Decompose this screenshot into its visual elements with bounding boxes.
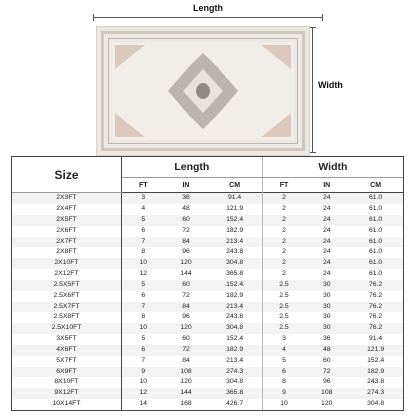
width-in-cell: 24: [305, 193, 348, 205]
length-in-cell: 72: [164, 345, 207, 356]
size-cell: 6X9FT: [12, 367, 121, 378]
length-cm-cell: 91.4: [207, 193, 262, 205]
size-cell: 3X5FT: [12, 334, 121, 345]
width-in-cell: 120: [305, 399, 348, 410]
width-cm-cell: 121.9: [348, 345, 403, 356]
width-in-cell: 48: [305, 345, 348, 356]
table-row: [12, 334, 403, 345]
width-cm-cell: 61.0: [348, 226, 403, 237]
length-ft-cell: 3: [121, 193, 164, 205]
width-ft-cell: 8: [262, 377, 305, 388]
width-in-cell: 24: [305, 247, 348, 258]
length-ft-header: FT: [138, 181, 148, 189]
width-cm-cell: 61.0: [348, 237, 403, 248]
width-ft-cell: 9: [262, 388, 305, 399]
size-cell: 2X5FT: [12, 215, 121, 226]
length-in-cell: 144: [164, 388, 207, 399]
width-in-cell: 72: [305, 367, 348, 378]
length-cm-cell: 182.9: [207, 345, 262, 356]
table-row: [12, 356, 403, 367]
size-header: Size: [12, 157, 121, 193]
width-cm-cell: 91.4: [348, 334, 403, 345]
table-row: [12, 226, 403, 237]
table-row: [12, 204, 403, 215]
length-cm-header: CM: [207, 178, 262, 193]
length-ft-cell: 6: [121, 226, 164, 237]
width-cm-cell: 76.2: [348, 280, 403, 291]
length-ft-cell: 4: [121, 204, 164, 215]
width-cm-cell: 76.2: [348, 302, 403, 313]
width-ft-cell: 2: [262, 269, 305, 280]
width-in-cell: 30: [305, 323, 348, 334]
length-ft-cell: 9: [121, 367, 164, 378]
table-row: [12, 247, 403, 258]
size-cell: 2X4FT: [12, 204, 121, 215]
size-cell: 2.5X7FT: [12, 302, 121, 313]
width-in-cell: 60: [305, 356, 348, 367]
length-cm-cell: 304.8: [207, 258, 262, 269]
length-cm-cell: 243.8: [207, 312, 262, 323]
length-ft-cell: 7: [121, 237, 164, 248]
size-cell: 2X6FT: [12, 226, 121, 237]
size-cell: 2X8FT: [12, 247, 121, 258]
table-row: [12, 345, 403, 356]
length-ft-cell: 10: [121, 323, 164, 334]
length-in-cell: 60: [164, 280, 207, 291]
width-in-cell: 24: [305, 215, 348, 226]
length-cm-cell: 152.4: [207, 215, 262, 226]
width-cm-cell: 61.0: [348, 269, 403, 280]
length-in-cell: 72: [164, 226, 207, 237]
table-row: [12, 269, 403, 280]
size-cell: 2.5X5FT: [12, 280, 121, 291]
length-ft-cell: 8: [121, 247, 164, 258]
width-ft-cell: 2.5: [262, 312, 305, 323]
table-row: [12, 302, 403, 313]
size-cell: 9X12FT: [12, 388, 121, 399]
width-in-cell: 96: [305, 377, 348, 388]
size-cell: 4X6FT: [12, 345, 121, 356]
width-cm-cell: 61.0: [348, 193, 403, 205]
length-cm-cell: 274.3: [207, 367, 262, 378]
width-in-cell: 30: [305, 312, 348, 323]
width-in-header: IN: [323, 181, 331, 189]
table-row: [12, 291, 403, 302]
length-cm-cell: 121.9: [207, 204, 262, 215]
width-cm-cell: 76.2: [348, 323, 403, 334]
width-ft-cell: 2: [262, 204, 305, 215]
width-in-cell: 24: [305, 258, 348, 269]
length-ft-cell: 6: [121, 345, 164, 356]
length-in-cell: 48: [164, 204, 207, 215]
length-ft-cell: 7: [121, 356, 164, 367]
rug-medallion-center: [196, 83, 210, 99]
length-in-cell: 120: [164, 258, 207, 269]
length-cm-cell: 213.4: [207, 302, 262, 313]
length-cm-cell: 426.7: [207, 399, 262, 410]
length-dimension-line: [93, 17, 323, 18]
length-in-cell: 144: [164, 269, 207, 280]
width-ft-cell: 4: [262, 345, 305, 356]
width-ft-cell: 2: [262, 215, 305, 226]
size-table: [11, 156, 404, 411]
size-cell: 2X7FT: [12, 237, 121, 248]
length-ft-cell: 5: [121, 280, 164, 291]
width-cm-cell: 61.0: [348, 247, 403, 258]
length-cm-cell: 182.9: [207, 226, 262, 237]
width-ft-cell: 10: [262, 399, 305, 410]
size-cell: 8X10FT: [12, 377, 121, 388]
width-ft-cell: 2.5: [262, 323, 305, 334]
length-in-cell: 168: [164, 399, 207, 410]
width-cm-cell: 243.8: [348, 377, 403, 388]
length-ft-cell: 12: [121, 388, 164, 399]
rug-image: [96, 26, 310, 156]
length-in-header: IN: [182, 181, 190, 189]
width-ft-cell: 2.5: [262, 302, 305, 313]
length-ft-cell: 8: [121, 312, 164, 323]
width-cm-header: CM: [370, 181, 382, 189]
width-cm-cell: 274.3: [348, 388, 403, 399]
width-label: Width: [318, 80, 343, 90]
length-in-cell: 60: [164, 215, 207, 226]
length-cm-cell: 365.8: [207, 269, 262, 280]
length-in-cell: 84: [164, 302, 207, 313]
length-cm-cell: 304.8: [207, 323, 262, 334]
length-in-cell: 84: [164, 356, 207, 367]
width-in-cell: 108: [305, 388, 348, 399]
size-cell: 2.5X10FT: [12, 323, 121, 334]
size-cell: 2.5X8FT: [12, 312, 121, 323]
table-row: [12, 323, 403, 334]
size-cell: 5X7FT: [12, 356, 121, 367]
table-row: [12, 377, 403, 388]
size-cell: 10X14FT: [12, 399, 121, 410]
length-ft-cell: 10: [121, 258, 164, 269]
width-in-cell: 36: [305, 334, 348, 345]
width-ft-header: FT: [279, 181, 289, 189]
width-cm-cell: 304.8: [348, 399, 403, 410]
width-in-cell: 24: [305, 204, 348, 215]
size-table-body: [12, 193, 403, 411]
table-row: [12, 215, 403, 226]
length-cm-cell: 182.9: [207, 291, 262, 302]
length-in-cell: 84: [164, 237, 207, 248]
length-in-cell: 60: [164, 334, 207, 345]
length-ft-cell: 5: [121, 215, 164, 226]
width-cm-cell: 76.2: [348, 291, 403, 302]
length-in-cell: 96: [164, 247, 207, 258]
length-cm-cell: 243.8: [207, 247, 262, 258]
width-ft-cell: 2: [262, 226, 305, 237]
width-in-cell: 24: [305, 226, 348, 237]
width-ft-cell: 5: [262, 356, 305, 367]
length-ft-cell: 12: [121, 269, 164, 280]
table-row: [12, 312, 403, 323]
size-cell: 2.5X6FT: [12, 291, 121, 302]
table-row: [12, 399, 403, 410]
width-header: Width: [262, 157, 403, 178]
length-cm-cell: 152.4: [207, 334, 262, 345]
length-cm-cell: 213.4: [207, 356, 262, 367]
length-in-cell: 120: [164, 377, 207, 388]
width-cm-cell: 76.2: [348, 312, 403, 323]
width-in-cell: 30: [305, 280, 348, 291]
width-in-cell: 30: [305, 291, 348, 302]
width-ft-cell: 2.5: [262, 291, 305, 302]
length-ft-cell: 14: [121, 399, 164, 410]
table-row: [12, 258, 403, 269]
length-header: Length: [121, 157, 262, 178]
length-cm-cell: 152.4: [207, 280, 262, 291]
width-cm-cell: 61.0: [348, 258, 403, 269]
table-row: [12, 237, 403, 248]
width-in-cell: 24: [305, 237, 348, 248]
width-ft-cell: 6: [262, 367, 305, 378]
width-cm-cell: 152.4: [348, 356, 403, 367]
width-ft-cell: 2: [262, 247, 305, 258]
table-row: [12, 193, 403, 205]
table-row: [12, 280, 403, 291]
length-in-cell: 36: [164, 193, 207, 205]
length-in-cell: 96: [164, 312, 207, 323]
width-ft-cell: 3: [262, 334, 305, 345]
width-ft-cell: 2.5: [262, 280, 305, 291]
width-cm-cell: 61.0: [348, 204, 403, 215]
size-cell: 2X12FT: [12, 269, 121, 280]
length-label: Length: [193, 3, 223, 13]
width-cm-cell: 61.0: [348, 215, 403, 226]
length-ft-cell: 10: [121, 377, 164, 388]
width-cm-cell: 182.9: [348, 367, 403, 378]
width-ft-cell: 2: [262, 258, 305, 269]
length-cm-cell: 304.8: [207, 377, 262, 388]
width-ft-cell: 2: [262, 237, 305, 248]
width-in-cell: 30: [305, 302, 348, 313]
table-row: [12, 388, 403, 399]
width-dimension-line: [312, 27, 313, 153]
length-ft-cell: 6: [121, 291, 164, 302]
length-in-cell: 72: [164, 291, 207, 302]
width-in-cell: 24: [305, 269, 348, 280]
length-cm-cell: 365.8: [207, 388, 262, 399]
size-cell: 2X10FT: [12, 258, 121, 269]
width-ft-cell: 2: [262, 193, 305, 205]
length-cm-cell: 213.4: [207, 237, 262, 248]
length-ft-cell: 7: [121, 302, 164, 313]
length-ft-cell: 5: [121, 334, 164, 345]
table-row: [12, 367, 403, 378]
length-in-cell: 108: [164, 367, 207, 378]
size-cell: 2X3FT: [12, 193, 121, 205]
length-in-cell: 120: [164, 323, 207, 334]
